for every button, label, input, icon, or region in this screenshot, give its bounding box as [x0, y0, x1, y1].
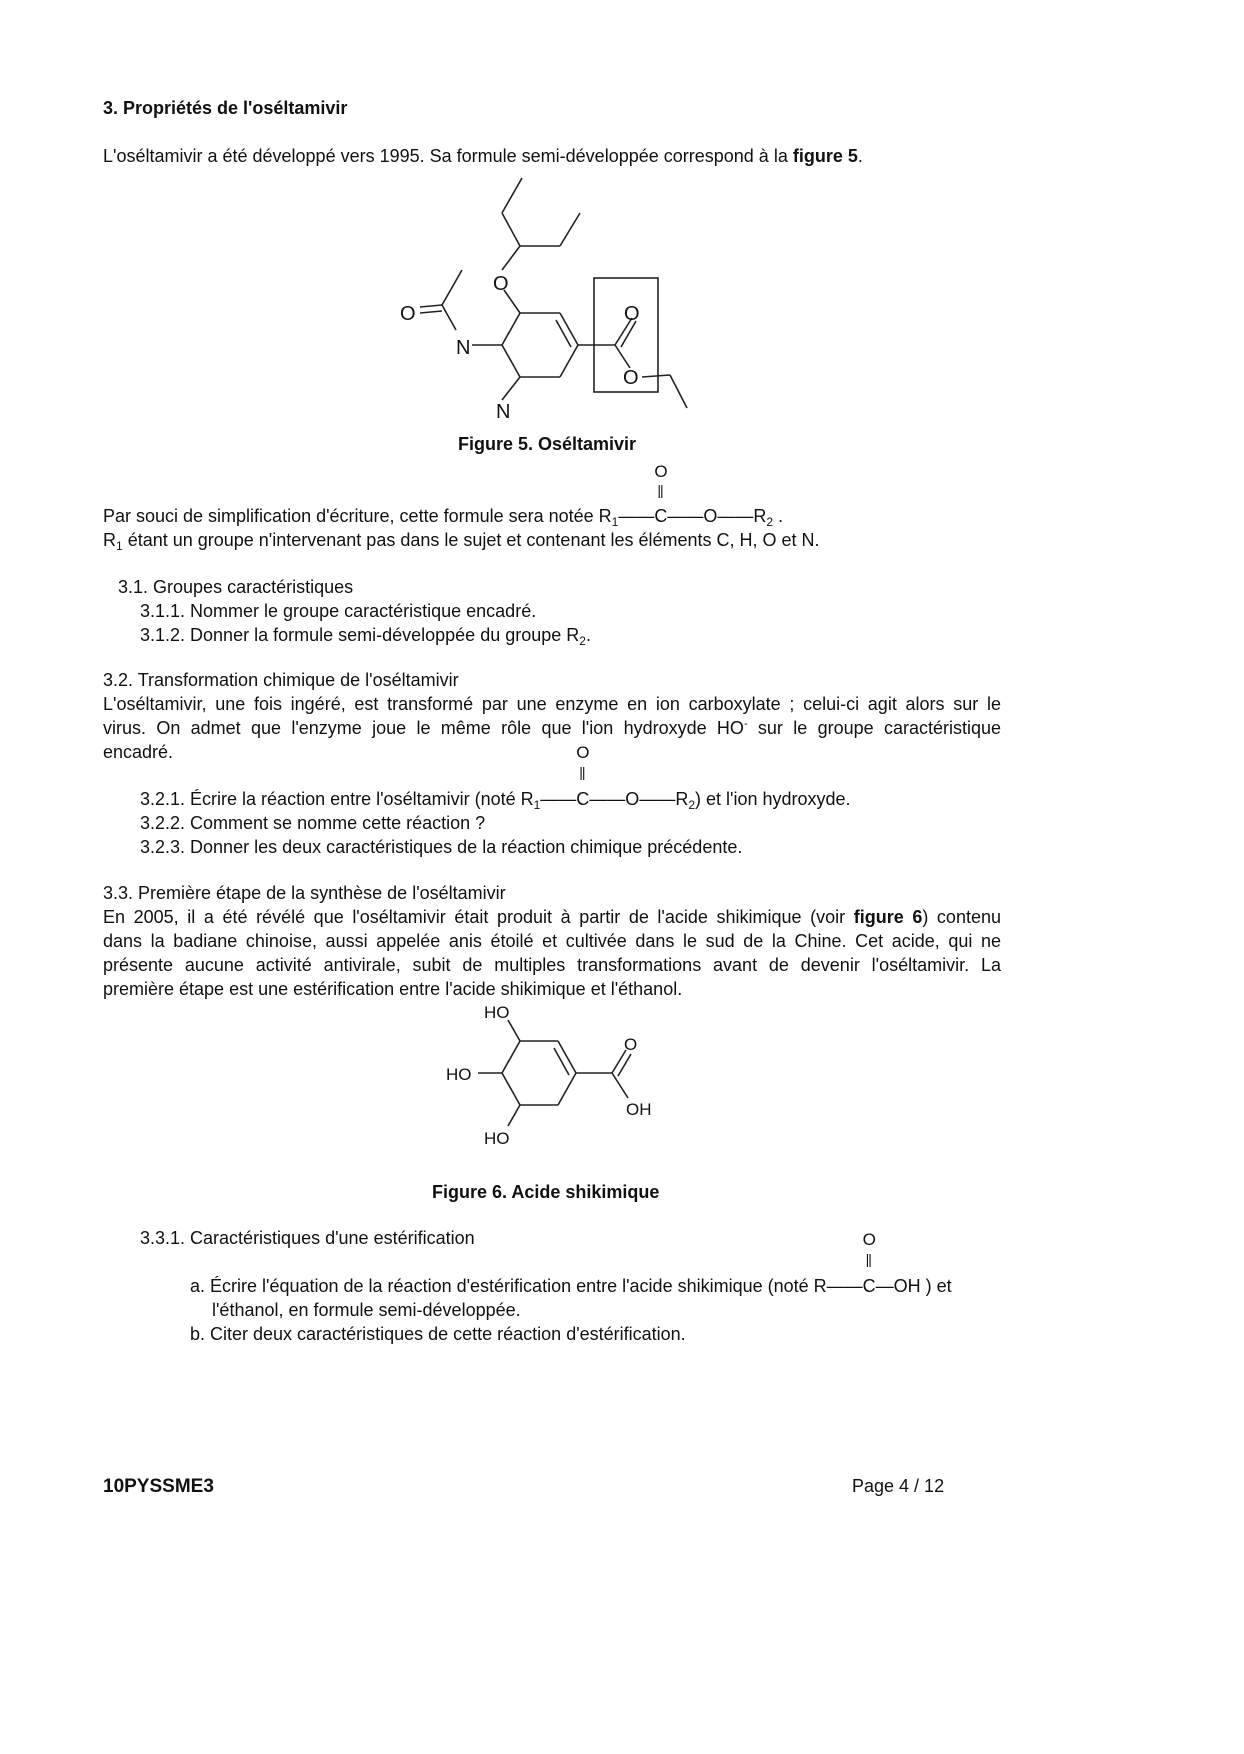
simplification-line2: [103, 530, 820, 551]
fig5-n-amide: N: [456, 337, 471, 359]
fig5-o-ester-double: O: [624, 303, 640, 325]
formula-double-bond: ||: [657, 482, 663, 498]
fig6-ho-left: HO: [446, 1065, 472, 1084]
q32-para-line2: [103, 718, 1001, 739]
q321-double-bond: ||: [579, 764, 585, 780]
intro-text: L'oséltamivir a été développé vers 1995. Sa formule semi-développée correspond à la: [103, 146, 793, 166]
q33-line1-b: ) contenu: [922, 907, 1001, 927]
q312-end: .: [585, 625, 591, 645]
formula-o-top: O: [654, 462, 668, 481]
intro-paragraph: [103, 146, 863, 167]
figure5-caption: Figure 5. Oséltamivir: [458, 434, 637, 454]
figure6-caption: Figure 6. Acide shikimique: [432, 1182, 660, 1202]
formula-r1: R: [598, 506, 612, 526]
footer-code: 10PYSSME3: [103, 1476, 214, 1497]
q31-title: 3.1. Groupes caractéristiques: [118, 577, 354, 597]
footer-page-number: Page 4 / 12: [852, 1476, 945, 1496]
q322: 3.2.2. Comment se nomme cette réaction ?: [140, 813, 486, 833]
q32-para-line1: L'oséltamivir, une fois ingéré, est transformé par une enzyme en ion carboxylate ; celui-ci agit alors sur le: [103, 694, 1001, 714]
formula-r2: R: [753, 506, 767, 526]
q33-title: 3.3. Première étape de la synthèse de l'oséltamivir: [103, 883, 506, 903]
qa-formula-c: C: [862, 1276, 876, 1296]
q321-a: 3.2.1. Écrire la réaction entre l'oséltamivir (noté: [140, 789, 521, 809]
fig5-o-acyl: O: [400, 303, 416, 325]
q331-a-line2: l'éthanol, en formule semi-développée.: [212, 1300, 521, 1320]
q312: [140, 625, 591, 646]
formula-r2-sub: 2: [766, 515, 774, 529]
simplification-text: Par souci de simplification d'écriture, cette formule sera notée: [103, 506, 599, 526]
q331-b: b. Citer deux caractéristiques de cette réaction d'estérification.: [190, 1324, 686, 1344]
q33-para-line3: présente aucune activité antivirale, subit de multiples transformations avant de devenir l'oséltamivir. La: [103, 955, 1001, 975]
q32-para-line3: encadré.: [103, 742, 174, 762]
simplification-line: [103, 462, 784, 529]
qa-text-b: ) et: [920, 1276, 952, 1296]
q321-r1-sub: 1: [533, 798, 541, 812]
q331-title: 3.3.1. Caractéristiques d'une estérification: [140, 1228, 475, 1248]
q321-c: C: [576, 789, 590, 809]
fig5-o-ester: O: [623, 367, 639, 389]
qa-double-bond: ||: [865, 1251, 871, 1267]
q321-o: O: [625, 789, 640, 809]
q312-text: 3.1.2. Donner la formule semi-développée du groupe R: [140, 625, 580, 645]
q33-para-line2: dans la badiane chinoise, aussi appelée anis étoilé et cultivée dans le sud de la Chine. Cet acide, qui ne: [103, 931, 1001, 951]
q321-o-top: O: [576, 743, 590, 762]
q321-r1: R: [520, 789, 534, 809]
fig6-ho-top: HO: [484, 1003, 510, 1022]
fig6-ho-bottom: HO: [484, 1129, 510, 1148]
qa-text-a: a. Écrire l'équation de la réaction d'estérification entre l'acide shikimique (noté: [190, 1276, 814, 1296]
line2-r: R: [103, 530, 116, 550]
fig6-oh: OH: [626, 1100, 652, 1119]
figure5-oseltamivir-structure: [380, 170, 710, 430]
q321-r2: R: [675, 789, 689, 809]
q321-r2-sub: 2: [688, 798, 695, 812]
formula-r1-sub: 1: [611, 515, 619, 529]
qa-formula-oh: OH: [893, 1276, 921, 1296]
intro-end: .: [857, 146, 863, 166]
fig5-o-ether: O: [493, 273, 509, 295]
line2-r-sub: 1: [116, 539, 123, 553]
q33-para-line1: [103, 907, 1001, 928]
formula-c: C: [654, 506, 668, 526]
formula-o: O: [703, 506, 718, 526]
q321-b: ) et l'ion hydroxyde.: [695, 789, 851, 809]
line2-text: étant un groupe n'intervenant pas dans le sujet et contenant les éléments C, H, O et N.: [122, 530, 820, 550]
figure6-shikimic-acid-structure: [440, 998, 680, 1158]
q32-title: 3.2. Transformation chimique de l'oséltamivir: [103, 670, 459, 690]
q32-line2-a: virus. On admet que l'enzyme joue le même rôle que l'ion hydroxyde HO: [103, 718, 744, 738]
qa-formula-o-top: O: [862, 1230, 876, 1249]
q311: 3.1.1. Nommer le groupe caractéristique encadré.: [140, 601, 537, 621]
q321: 3.2.1. Écrire la réaction entre l'oséltamivir (noté $R_1——C$ O || $——O——R_2$) et l'ion hydroxyde.: [140, 743, 851, 812]
q32-line2-sup: -: [743, 718, 748, 730]
q331-a: a. Écrire l'équation de la réaction d'estérification entre l'acide shikimique (noté R——C O || —OH ) et: [190, 1230, 952, 1296]
simplification-end: .: [773, 506, 784, 526]
q312-sub: 2: [579, 634, 586, 648]
figure5-reference: figure 5: [792, 146, 858, 166]
ester-formula: $R_1——C$ O || $——O——R_2$: [598, 462, 774, 529]
q33-para-line4: première étape est une estérification entre l'acide shikimique et l'éthanol.: [103, 979, 683, 999]
fig5-n-amine: N: [496, 401, 511, 423]
section-title: 3. Propriétés de l'oséltamivir: [103, 98, 348, 118]
qa-formula-r: R: [813, 1276, 827, 1296]
q32-line2-b: sur le groupe caractéristique: [747, 718, 1001, 738]
q323: 3.2.3. Donner les deux caractéristiques de la réaction chimique précédente.: [140, 837, 743, 857]
fig6-o-double: O: [624, 1035, 638, 1054]
q33-line1-a: En 2005, il a été révélé que l'oséltamivir était produit à partir de l'acide shikimique (voir: [103, 907, 854, 927]
figure6-reference: figure 6: [853, 907, 923, 927]
